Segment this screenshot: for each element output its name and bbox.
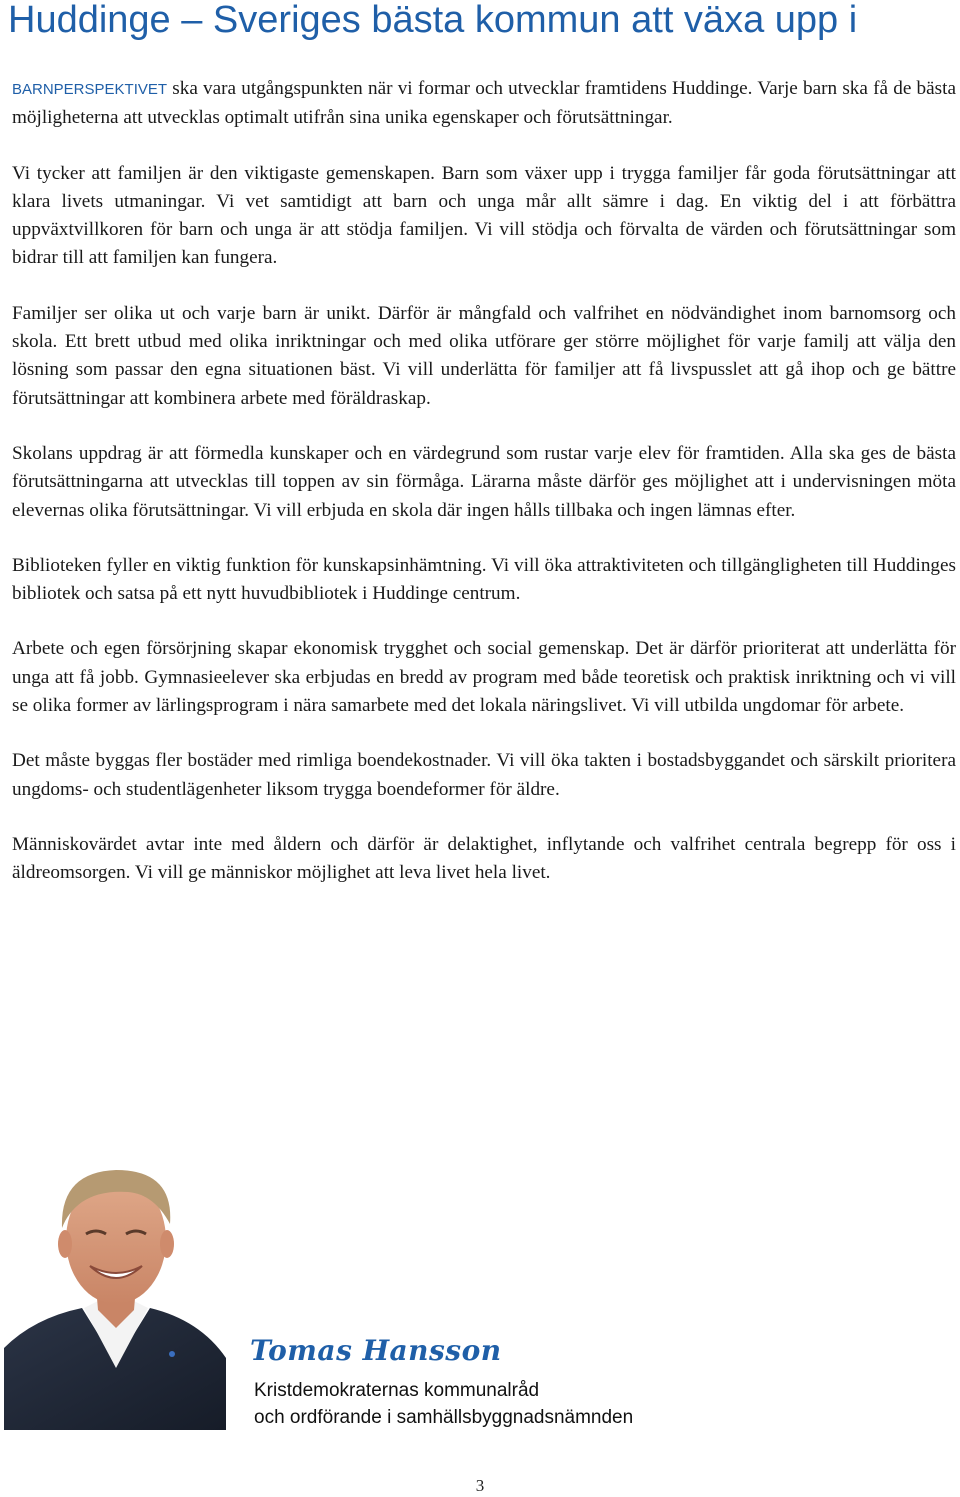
author-role <box>254 1377 633 1431</box>
paragraph-school: Skolans uppdrag är att förmedla kunskaper och en värdegrund som rustar varje elev för framtiden. Alla ska ges de bästa förutsättningarna att utvecklas till toppen av sin förmåga. Lärarna måste därför ges möjlighet att i undervisningen möta elevernas olika förutsättningar. Vi vill erbjuda en skola där ingen hålls tillbaka och ingen lämnas efter. <box>12 442 956 521</box>
author-role-line-2: och ordförande i samhällsbyggnadsnämnden <box>254 1407 634 1428</box>
page-number: 3 <box>475 1476 485 1495</box>
paragraph-intro-text: ska vara utgångspunkten när vi formar och utvecklar framtidens Huddinge. Varje barn ska få de bästa möjligheterna att utvecklas optimalt utifrån sina unika egenskaper och förutsättningar. <box>12 78 956 129</box>
lead-word: BARNPERSPEKTIVET <box>12 81 168 98</box>
paragraph-elderly: Människovärdet avtar inte med åldern och därför är delaktighet, inflytande och valfrihet centrala begrepp för oss i äldreomsorgen. Vi vill ge människor möjlighet att leva livet hela livet. <box>12 833 956 884</box>
paragraph-family: Vi tycker att familjen är den viktigaste gemenskapen. Barn som växer upp i trygga familjer får goda förutsättningar att klara livets utmaningar. Vi vet samtidigt att barn och unga mår allt sämre i dag. En viktig del i att förbättra uppväxtvillkoren för barn och unga är att stödja familjen. Vi vill stödja och förvalta de värden och förutsättningar som bidrar till att familjen kan fungera. <box>12 162 956 269</box>
paragraph-libraries: Biblioteken fyller en viktig funktion för kunskapsinhämtning. Vi vill öka attraktiviteten och tillgängligheten till Huddinges bibliotek och satsa på ett nytt huvudbibliotek i Huddinge centrum. <box>12 554 956 605</box>
article-body <box>12 75 956 915</box>
author-role-line-1: Kristdemokraternas kommunalråd <box>254 1380 540 1401</box>
author-signature: Tomas Hansson <box>250 1334 502 1367</box>
paragraph-diversity: Familjer ser olika ut och varje barn är unikt. Därför är mångfald och valfrihet en nödvändighet inom barnomsorg och skola. Ett brett utbud med olika inriktningar och med olika utförare ger större möjlighet för varje familj att välja den lösning som passar den egna situationen bäst. Vi vill underlätta för familjer att få livspusslet att gå ihop och ge bättre förutsättningar att kombinera arbete med föräldraskap. <box>12 302 956 409</box>
paragraph-work: Arbete och egen försörjning skapar ekonomisk trygghet och social gemenskap. Det är därför prioriterat att underlätta för unga att få jobb. Gymnasieelever ska erbjudas en bredd av program med både teoretisk och praktisk inriktning och vi vill se olika former av lärlingsprogram i nära samarbete med det lokala näringslivet. Vi vill utbilda ungdomar för arbete. <box>12 638 956 717</box>
page-title: Huddinge – Sveriges bästa kommun att växa upp i <box>8 0 858 41</box>
paragraph-intro <box>12 75 956 133</box>
author-portrait <box>4 1158 226 1430</box>
paragraph-housing: Det måste byggas fler bostäder med rimliga boendekostnader. Vi vill öka takten i bostadsbyggandet och särskilt prioritera ungdoms- och studentlägenheter liksom trygga boendeformer för äldre. <box>12 750 956 800</box>
